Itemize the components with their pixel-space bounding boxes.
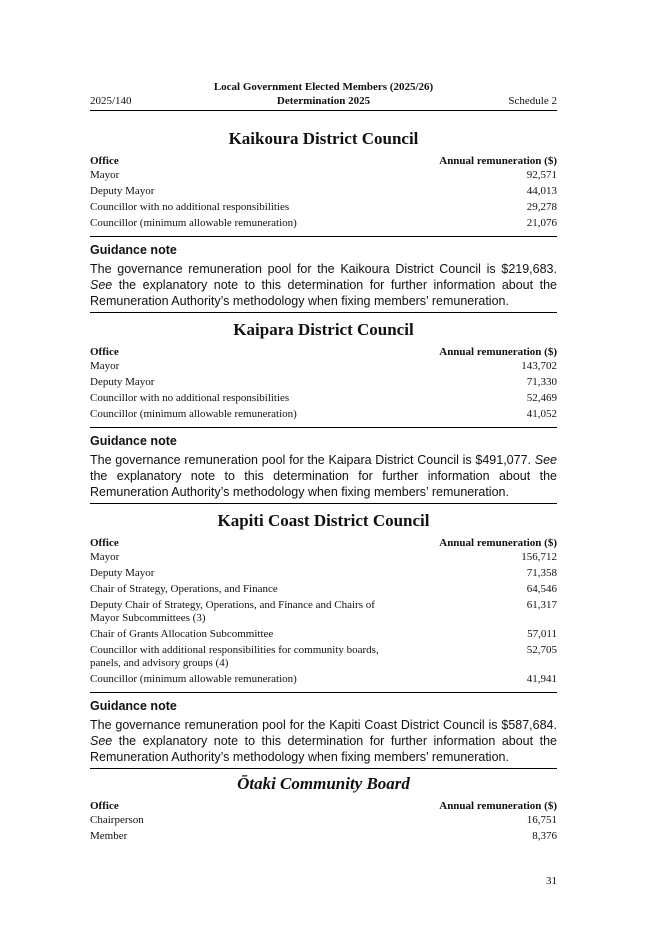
guidance-heading: Guidance note bbox=[90, 434, 177, 448]
col-amount: Annual remuneration ($) bbox=[439, 537, 557, 549]
table-row bbox=[90, 673, 557, 689]
act-number: 2025/140 bbox=[90, 95, 132, 107]
office-cell: Deputy Mayor bbox=[90, 567, 155, 579]
amount-cell: 61,317 bbox=[526, 599, 557, 611]
office-cell: Deputy Mayor bbox=[90, 185, 155, 197]
remuneration-table bbox=[90, 153, 557, 233]
amount-cell: 41,052 bbox=[526, 408, 557, 420]
office-cell: Councillor (minimum allowable remuneration) bbox=[90, 408, 297, 420]
amount-cell: 44,013 bbox=[526, 185, 557, 197]
guidance-text-post: the explanatory note to this determination for further information about the Remuneration Authority’s methodology when fixing members’ remuneration. bbox=[90, 734, 557, 764]
col-amount: Annual remuneration ($) bbox=[439, 800, 557, 812]
office-cell: Member bbox=[90, 830, 128, 842]
table-row bbox=[90, 360, 557, 376]
table-row bbox=[90, 185, 557, 201]
guidance-see: See bbox=[90, 734, 113, 748]
amount-cell: 52,469 bbox=[526, 392, 557, 404]
table-row bbox=[90, 376, 557, 392]
amount-cell: 52,705 bbox=[526, 644, 557, 656]
guidance-note bbox=[90, 242, 557, 309]
table-row bbox=[90, 551, 557, 567]
guidance-text-pre: The governance remuneration pool for the Kaipara District Council is $491,077. bbox=[90, 453, 535, 467]
header-title bbox=[90, 80, 557, 108]
amount-cell: 29,278 bbox=[526, 201, 557, 213]
table-row bbox=[90, 830, 557, 846]
table-row bbox=[90, 567, 557, 583]
amount-cell: 21,076 bbox=[526, 217, 557, 229]
col-amount: Annual remuneration ($) bbox=[439, 346, 557, 358]
running-header bbox=[90, 80, 557, 111]
table-row bbox=[90, 628, 557, 644]
table-header-row bbox=[90, 535, 557, 551]
header-title-line1: Local Government Elected Members (2025/26) bbox=[213, 81, 434, 93]
guidance-text bbox=[90, 261, 557, 309]
remuneration-table bbox=[90, 535, 557, 689]
section-kapiti-coast bbox=[90, 510, 557, 769]
amount-cell: 64,546 bbox=[526, 583, 557, 595]
remuneration-table bbox=[90, 798, 557, 846]
office-cell: Councillor (minimum allowable remuneration) bbox=[90, 217, 297, 229]
guidance-text bbox=[90, 452, 557, 500]
divider bbox=[90, 692, 557, 693]
section-title: Ōtaki Community Board bbox=[237, 774, 410, 793]
page-number: 31 bbox=[546, 875, 557, 887]
office-cell: Councillor with no additional responsibilities bbox=[90, 201, 290, 213]
col-office: Office bbox=[90, 537, 119, 549]
remuneration-table bbox=[90, 344, 557, 424]
divider bbox=[90, 503, 557, 504]
section-kaikoura bbox=[90, 128, 557, 313]
amount-cell: 8,376 bbox=[532, 830, 557, 842]
office-cell: Deputy Mayor bbox=[90, 376, 155, 388]
header-title-line2: Determination 2025 bbox=[276, 95, 371, 107]
office-cell: Chair of Grants Allocation Subcommittee bbox=[90, 628, 274, 640]
amount-cell: 71,330 bbox=[526, 376, 557, 388]
guidance-text-pre: The governance remuneration pool for the Kaikoura District Council is $219,683. bbox=[90, 262, 557, 276]
table-row bbox=[90, 392, 557, 408]
office-cell: Deputy Chair of Strategy, Operations, and Finance and Chairs of Mayor Subcommittees (3) bbox=[90, 599, 375, 624]
section-otaki-community-board bbox=[90, 773, 557, 846]
section-title: Kapiti Coast District Council bbox=[217, 511, 430, 530]
section-kaipara bbox=[90, 319, 557, 504]
office-cell: Chairperson bbox=[90, 814, 144, 826]
amount-cell: 71,358 bbox=[526, 567, 557, 579]
amount-cell: 143,702 bbox=[521, 360, 557, 372]
office-cell: Councillor with additional responsibilities for community boards, panels, and advisory groups (4) bbox=[90, 644, 379, 669]
office-cell: Councillor (minimum allowable remuneration) bbox=[90, 673, 297, 685]
table-row bbox=[90, 814, 557, 830]
col-office: Office bbox=[90, 800, 119, 812]
guidance-text bbox=[90, 717, 557, 765]
table-row bbox=[90, 201, 557, 217]
divider bbox=[90, 768, 557, 769]
table-row bbox=[90, 644, 557, 673]
table-row bbox=[90, 408, 557, 424]
col-amount: Annual remuneration ($) bbox=[439, 155, 557, 167]
table-row bbox=[90, 599, 557, 628]
amount-cell: 16,751 bbox=[526, 814, 557, 826]
office-cell: Mayor bbox=[90, 169, 120, 181]
amount-cell: 156,712 bbox=[521, 551, 557, 563]
office-cell: Mayor bbox=[90, 551, 120, 563]
guidance-heading: Guidance note bbox=[90, 699, 177, 713]
col-office: Office bbox=[90, 155, 119, 167]
guidance-text-pre: The governance remuneration pool for the Kapiti Coast District Council is $587,684. bbox=[90, 718, 557, 732]
amount-cell: 41,941 bbox=[526, 673, 557, 685]
schedule-label: Schedule 2 bbox=[508, 95, 557, 107]
table-header-row bbox=[90, 344, 557, 360]
guidance-see: See bbox=[534, 453, 557, 467]
office-cell: Chair of Strategy, Operations, and Finance bbox=[90, 583, 278, 595]
divider bbox=[90, 236, 557, 237]
guidance-note bbox=[90, 433, 557, 500]
guidance-text-post: the explanatory note to this determination for further information about the Remuneration Authority’s methodology when fixing members’ remuneration. bbox=[90, 278, 557, 308]
guidance-note bbox=[90, 698, 557, 765]
table-header-row bbox=[90, 153, 557, 169]
table-row bbox=[90, 583, 557, 599]
table-row bbox=[90, 217, 557, 233]
guidance-heading: Guidance note bbox=[90, 243, 177, 257]
col-office: Office bbox=[90, 346, 119, 358]
guidance-text-post: the explanatory note to this determination for further information about the Remuneration Authority’s methodology when fixing members’ remuneration. bbox=[90, 469, 557, 499]
divider bbox=[90, 427, 557, 428]
amount-cell: 92,571 bbox=[526, 169, 557, 181]
office-cell: Mayor bbox=[90, 360, 120, 372]
amount-cell: 57,011 bbox=[527, 628, 557, 640]
table-row bbox=[90, 169, 557, 185]
section-title: Kaipara District Council bbox=[233, 320, 414, 339]
guidance-see: See bbox=[90, 278, 113, 292]
divider bbox=[90, 312, 557, 313]
table-header-row bbox=[90, 798, 557, 814]
office-cell: Councillor with no additional responsibilities bbox=[90, 392, 290, 404]
section-title: Kaikoura District Council bbox=[228, 129, 419, 148]
